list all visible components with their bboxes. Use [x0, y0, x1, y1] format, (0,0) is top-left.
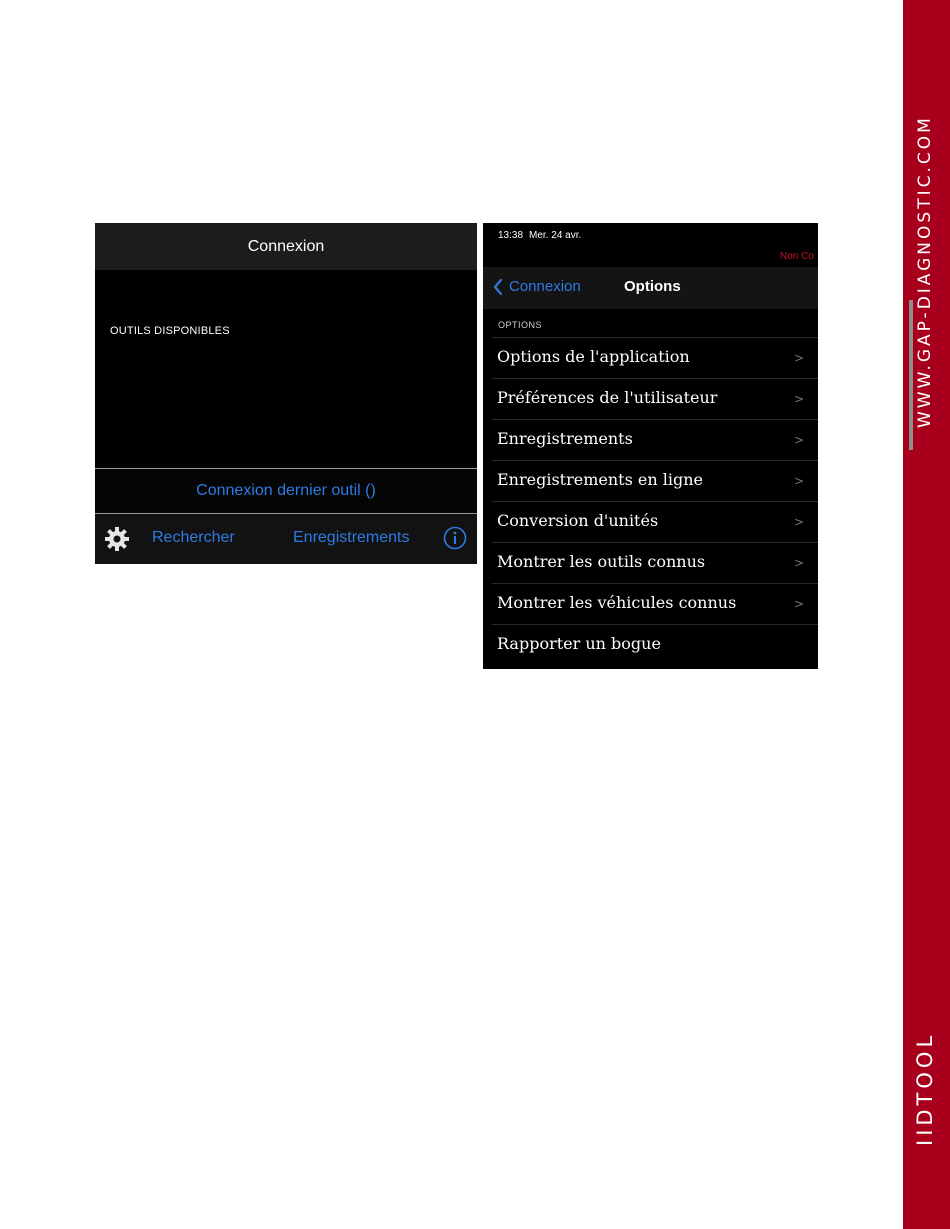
options-navbar — [483, 267, 818, 309]
list-item-label: Enregistrements — [497, 429, 633, 448]
chevron-right-icon: > — [793, 597, 804, 611]
banner-divider — [909, 300, 913, 450]
list-item-label: Rapporter un bogue — [497, 634, 661, 653]
info-icon[interactable] — [443, 526, 467, 550]
gear-icon[interactable] — [104, 526, 130, 552]
back-button-label: Connexion — [509, 278, 581, 295]
options-group-label: OPTIONS — [498, 320, 543, 330]
chevron-right-icon: > — [793, 433, 804, 447]
options-list — [483, 337, 818, 665]
chevron-right-icon: > — [793, 474, 804, 488]
list-item-label: Montrer les véhicules connus — [497, 593, 737, 612]
list-item-label: Montrer les outils connus — [497, 552, 706, 571]
connection-status: Non Co — [780, 251, 814, 262]
chevron-right-icon: > — [793, 392, 804, 406]
back-button[interactable] — [493, 278, 581, 295]
list-item-label: Préférences de l'utilisateur — [497, 388, 718, 407]
records-button[interactable]: Enregistrements — [293, 529, 410, 546]
bottom-toolbar — [95, 514, 477, 564]
banner-url-text: WWW.GAP-DIAGNOSTIC.COM — [915, 115, 935, 428]
chevron-right-icon: > — [793, 515, 804, 529]
connexion-navbar — [95, 223, 477, 270]
list-item-label: Options de l'application — [497, 347, 690, 366]
list-item-user-preferences[interactable] — [492, 378, 818, 419]
list-item-label: Enregistrements en ligne — [497, 470, 703, 489]
chevron-right-icon: > — [793, 556, 804, 570]
list-item-label: Conversion d'unités — [497, 511, 659, 530]
list-item-unit-conversion[interactable] — [492, 501, 818, 542]
banner-brand-text: IIDTOOL — [913, 1031, 937, 1146]
chevron-left-icon — [493, 279, 503, 295]
list-item-app-options[interactable] — [492, 337, 818, 378]
status-bar — [498, 230, 581, 241]
search-button[interactable]: Rechercher — [152, 529, 235, 546]
list-item-records[interactable] — [492, 419, 818, 460]
status-time: 13:38 — [498, 230, 524, 241]
available-tools-label: OUTILS DISPONIBLES — [110, 325, 230, 337]
list-item-known-tools[interactable] — [492, 542, 818, 583]
list-item-report-bug[interactable] — [492, 624, 818, 665]
options-screen — [483, 223, 818, 669]
options-title: Options — [624, 278, 681, 295]
connexion-screen — [95, 223, 477, 564]
list-item-known-vehicles[interactable] — [492, 583, 818, 624]
page-title: Connexion — [247, 237, 325, 255]
status-date: Mer. 24 avr. — [529, 230, 582, 241]
connect-last-tool-button[interactable]: Connexion dernier outil () — [95, 469, 477, 513]
chevron-right-icon: > — [793, 351, 804, 365]
list-item-online-records[interactable] — [492, 460, 818, 501]
